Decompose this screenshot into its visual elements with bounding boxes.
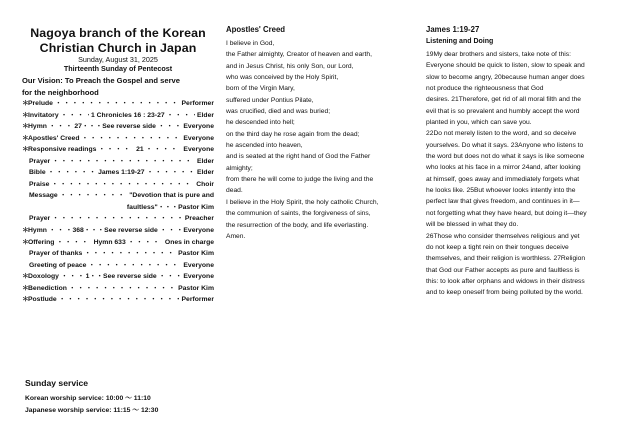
dot-leader (88, 260, 181, 272)
creed-line: the Father almighty, Creator of heaven and earth, (226, 51, 372, 59)
dot-leader (61, 271, 84, 283)
scripture-line: will be blessed in what they do. (426, 221, 519, 229)
dot-leader (147, 167, 195, 179)
order-item-name: Offering (28, 238, 55, 246)
creed-line: almighty; (226, 164, 253, 172)
order-item-leader: Everyone (183, 146, 215, 154)
scripture-line: 26Those who consider themselves religious and yet (426, 232, 580, 240)
creed-line: he descended into hell; (226, 119, 295, 127)
standing-mark: ＊ (22, 134, 29, 142)
order-item-leader: Performer (181, 100, 214, 107)
scripture-line: this: to look after orphans and widows in their distress (426, 277, 585, 285)
order-item-name: Doxology (28, 273, 59, 281)
order-item (22, 271, 214, 283)
order-item-detail: 21 (136, 146, 144, 154)
dot-leader (49, 121, 72, 133)
dot-leader (69, 283, 176, 295)
order-item-leader: Performer (181, 296, 214, 304)
dot-leader (146, 144, 182, 156)
standing-mark: ＊ (22, 146, 29, 154)
scripture-subheading: Listening and Doing (426, 38, 494, 45)
order-item (22, 294, 214, 306)
dot-leader (59, 294, 180, 306)
order-item-name: Message (29, 192, 58, 200)
order-item-name: Responsive readings (28, 146, 97, 154)
order-item (22, 98, 214, 110)
vision-statement (22, 75, 214, 98)
order-item-leader: Choir (196, 180, 214, 188)
order-item (22, 156, 214, 168)
order-item (22, 248, 214, 260)
creed-line: and is seated at the right hand of God the Father (226, 153, 371, 161)
scripture-line: not forgetting what they have heard, but doing it—they (426, 209, 587, 217)
sunday-service-heading: Sunday service (25, 378, 89, 388)
scripture-text (426, 49, 622, 299)
scripture-line: that God our Father accepts as pure and faultless is (426, 266, 580, 274)
scripture-line: who looks at his face in a mirror 24and, after looking (426, 164, 581, 172)
dot-leader (51, 179, 194, 191)
order-item-leader: Elder (197, 111, 215, 119)
creed-line: I believe in the Holy Spirit, the holy catholic Church, (226, 198, 379, 206)
creed-line: was crucified, died and was buried; (226, 108, 331, 116)
scripture-line: and to keep oneself from being polluted by the world. (426, 289, 583, 297)
dot-leader (159, 271, 182, 283)
scripture-line: themselves, and their religion is worthless. 27Religion (426, 255, 586, 263)
order-item-name: Prayer (29, 215, 51, 223)
scripture-line: not produce the righteousness that God (426, 85, 544, 93)
order-item-name: Prayer (29, 157, 51, 165)
scripture-heading: James 1:19-27 (426, 25, 480, 34)
scripture-line: 19My dear brothers and sisters, take note of this: (426, 51, 571, 58)
order-item-leader: Everyone (183, 134, 214, 142)
order-item-detail: "Devotion that is pure and (129, 192, 214, 200)
order-item-name: Benediction (28, 284, 67, 292)
standing-mark: ＊ (22, 123, 29, 131)
order-item-name: Bible (29, 169, 46, 177)
creed-line: suffered under Pontius Pilate, (226, 96, 314, 104)
order-item-detail: 368・・・See reverse side (72, 227, 158, 235)
liturgical-occasion: Thirteenth Sunday of Pentecost (63, 64, 173, 74)
dot-leader (81, 133, 181, 145)
standing-mark: ＊ (22, 227, 29, 235)
dot-leader (98, 144, 134, 156)
order-item (22, 144, 214, 156)
order-item (22, 110, 214, 122)
church-title (22, 26, 214, 55)
creed-line: born of the Virgin Mary, (226, 85, 295, 93)
order-item (22, 167, 214, 179)
order-item-leader: Everyone (183, 261, 214, 269)
order-item-name: Prayer of thanks (29, 250, 83, 258)
sunday-service-block (25, 377, 225, 417)
scripture-line: at himself, goes away and immediately forgets what (426, 175, 580, 183)
order-item (22, 260, 214, 272)
creed-line: and in Jesus Christ, his only Son, our Lord, (226, 62, 354, 70)
order-of-worship-column (22, 0, 214, 306)
scripture-line: slow to become angry, 20because human anger does (426, 73, 585, 81)
dot-leader (56, 237, 91, 249)
dot-leader (52, 213, 183, 225)
creed-heading: Apostles' Creed (226, 25, 286, 34)
creed-line: from there he will come to judge the living and the (226, 176, 374, 184)
creed-line: on the third day he rose again from the dead; (226, 130, 360, 138)
creed-line: the resurrection of the body, and life everlasting. (226, 221, 369, 229)
standing-mark: ＊ (22, 296, 29, 304)
dot-leader (60, 190, 127, 202)
scripture-line: perfect law that gives freedom, and continues in it— (426, 198, 580, 206)
scripture-line: evil that is so prevalent and humbly accept the word (426, 107, 580, 115)
order-item-leader: faultless"・・・Pastor Kim (126, 203, 214, 211)
creed-line: dead. (226, 187, 243, 195)
creed-line: I believe in God, (226, 40, 275, 47)
order-item (22, 213, 214, 225)
order-item (22, 225, 214, 237)
order-item (22, 202, 214, 214)
order-item-leader: Pastor Kim (178, 250, 214, 258)
dot-leader (124, 202, 125, 214)
order-item-leader: Everyone (183, 273, 214, 281)
service-date: Sunday, August 31, 2025 (78, 55, 158, 64)
creed-column (226, 0, 416, 242)
scripture-line: 22Do not merely listen to the word, and so deceive (426, 130, 577, 138)
church-title-line2: Christian Church in Japan (39, 40, 197, 55)
scripture-column (426, 0, 622, 299)
order-item-name: Prelude (28, 100, 53, 107)
dot-leader (167, 110, 195, 122)
order-item-leader: Pastor Kim (178, 284, 214, 292)
dot-leader (128, 237, 163, 249)
scripture-line: he looks like. 25But whoever looks intently into the (426, 187, 576, 195)
scripture-line: Everyone should be quick to listen, slow to speak and (426, 62, 585, 70)
order-item-leader: Elder (197, 169, 215, 177)
order-item-name: Hymn (28, 123, 47, 131)
dot-leader (61, 110, 89, 122)
order-item-leader: Everyone (183, 227, 214, 235)
order-item-leader: Elder (197, 157, 214, 165)
dot-leader (55, 98, 180, 110)
dot-leader (49, 225, 71, 237)
creed-line: who was conceived by the Holy Spirit, (226, 74, 339, 82)
creed-line: Amen. (226, 232, 246, 240)
vision-line2: for the neighborhood (22, 87, 99, 97)
standing-mark: ＊ (22, 273, 29, 281)
order-item-leader: Ones in charge (164, 238, 215, 246)
scripture-line: desires. 21Therefore, get rid of all moral filth and the (426, 96, 582, 104)
creed-line: he ascended into heaven, (226, 142, 303, 150)
creed-line: the communion of saints, the forgiveness of sins, (226, 210, 371, 218)
vision-line1: Our Vision: To Preach the Gospel and serve (22, 76, 180, 86)
order-item-leader: Everyone (183, 123, 214, 131)
korean-service-time: Korean worship service: 10:00 ～ 11:10 (25, 395, 151, 402)
dot-leader (158, 121, 181, 133)
order-item (22, 283, 214, 295)
order-item-leader: Preacher (184, 215, 214, 223)
standing-mark: ＊ (22, 284, 29, 292)
scripture-line: the word but does not do what it says is like someone (426, 153, 585, 161)
order-item-name: Apostles' Creed (28, 134, 80, 142)
order-item-name: Praise (29, 180, 50, 188)
dot-leader (48, 167, 96, 179)
order-list (22, 98, 214, 306)
creed-text (226, 38, 416, 242)
order-item-name: Invitatory (28, 111, 59, 119)
order-item-name: Postlude (28, 296, 57, 304)
order-item (22, 133, 214, 145)
order-item (22, 121, 214, 133)
order-item-detail: 1 Chronicles 16 : 23-27 (90, 111, 165, 119)
order-item-detail: 27・・・See reverse side (74, 123, 156, 131)
order-item-name: Hymn (28, 227, 47, 235)
scripture-line: do not keep a tight rein on their tongues deceive (426, 243, 569, 251)
standing-mark: ＊ (22, 111, 29, 119)
church-title-line1: Nagoya branch of the Korean (30, 26, 206, 40)
dot-leader (84, 248, 176, 260)
dot-leader (160, 225, 182, 237)
order-item (22, 190, 214, 202)
order-item-detail: James 1:19-27 (98, 169, 145, 177)
standing-mark: ＊ (22, 238, 29, 246)
japanese-service-time: Japanese worship service: 11:15 ～ 12:30 (25, 407, 159, 414)
order-item-name: Greeting of peace (29, 261, 87, 269)
scripture-line: planted in you, which can save you. (426, 119, 532, 127)
standing-mark: ＊ (22, 100, 29, 107)
order-item-detail: Hymn 633 (93, 238, 126, 246)
order-item-detail: 1・・See reverse side (85, 273, 157, 281)
order-item (22, 237, 214, 249)
order-item (22, 179, 214, 191)
scripture-line: yourselves. Do what it says. 23Anyone who listens to (426, 141, 584, 149)
dot-leader (52, 156, 195, 168)
